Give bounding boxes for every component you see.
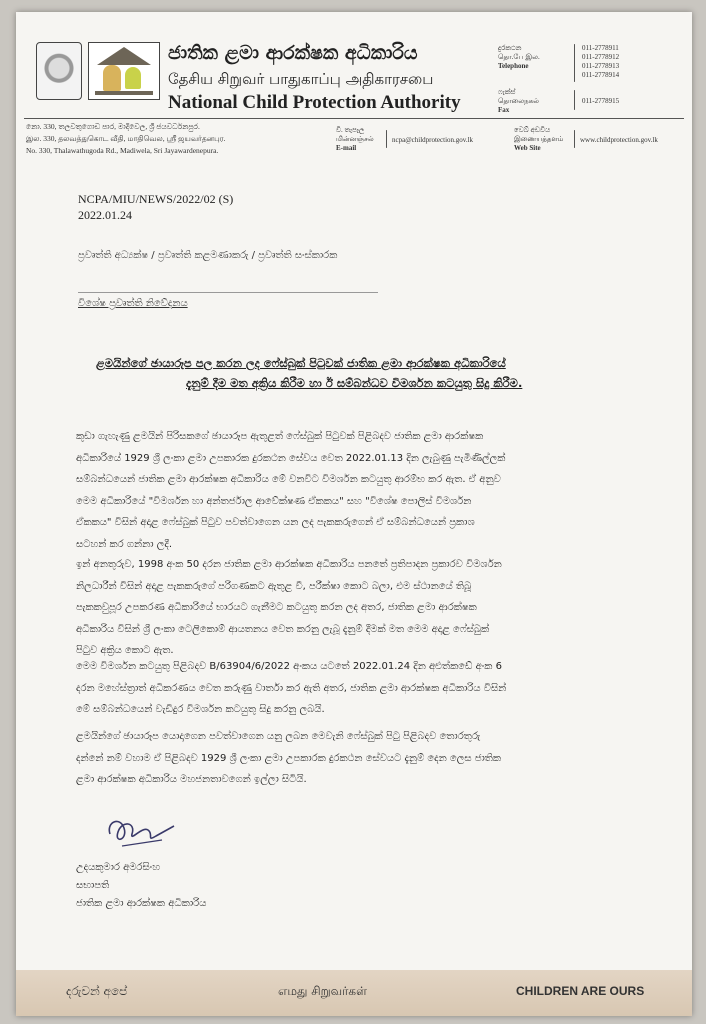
recipients-line: ප්‍රවෘත්ති අධ්‍යක්ෂ / ප්‍රවෘත්ති කළමණාකරු / ප්‍රවෘත්ති සංස්කාරක	[78, 250, 338, 261]
signatory-title: සභාපති	[76, 880, 110, 891]
fax-label: ෆැක්ස් தொலைநகல் Fax	[498, 88, 539, 114]
email-address: ncpa@childprotection.gov.lk	[392, 136, 474, 144]
letter-date: 2022.01.24	[78, 208, 132, 222]
heading-line-2: දැනුම් දීම මත අක්‍රිය කිරීම හා ඊ සම්බන්ධව විමර්ශන කටයුතු සිදු කිරීම.	[186, 376, 523, 390]
org-title-tamil: தேசிய சிறுவர் பாதுகாப்பு அதிகாரசபை	[168, 70, 434, 88]
address-sinhala: නො. 330, තලවතුගොඩ පාර, මාදිවෙල, ශ්‍රී ජයවර්ධනපුර.	[26, 122, 200, 131]
paragraph-4: ළමයින්ගේ ඡායාරූප යොදාගෙන පවත්වාගෙන යනු ලබන මෙවැනි ෆේස්බුක් පිටු පිළිබදව තොරතුරු දන්නේ නම් වහාම ඒ පිළිබදව 1929 ශ්‍රී ලංකා ළමා උපකාරක දුරකථන සේවයට දැනුම් දෙන ලෙස ජාතික ළමා ආරක්ෂක අධිකාරිය මහජනතාවගෙන් ඉල්ලා සිටියි.	[76, 731, 502, 785]
website-label: වෙබ් අඩවිය இணையத்தளம் Web Site	[514, 126, 564, 152]
handwritten-signature	[102, 812, 182, 852]
org-title-sinhala: ජාතික ළමා ආරක්ෂක අධිකාරිය	[168, 42, 418, 64]
footer-slogan-english: CHILDREN ARE OURS	[516, 984, 645, 998]
footer-slogan-tamil: எமது சிறுவர்கள்	[278, 984, 367, 998]
sri-lanka-emblem-icon	[36, 42, 82, 100]
telephone-numbers: 011-2778911 011-2778912 011-2778913 011-2778914	[582, 44, 620, 79]
footer-band	[16, 970, 692, 1016]
telephone-label: දුරකථන தொ.பே இல. Telephone	[498, 44, 540, 70]
org-title-english: National Child Protection Authority	[168, 92, 461, 113]
address-tamil: இல. 330, தலவத்துகொட வீதி, மாதிவெல, ஸ்ரீ ஜயவர்தனபுர.	[26, 134, 226, 143]
address-english: No. 330, Thalawathugoda Rd., Madiwela, Sri Jayawardenepura.	[26, 146, 219, 155]
paragraph-2: ඉන් අනතුරුව, 1998 අංක 50 දරන ජාතික ළමා ආරක්ෂක අධිකාරිය පනතේ ප්‍රතිපාදන ප්‍රකාරව විමර්ශන නිලධාරීන් විසින් අදාළ පැකකරුගේ පරිගණකට ඇතුළ වී, පරීක්ෂා කොට බලා, එම ස්ථානයේ තිබූ පැකකවුපූර උපකරණ අධිකාරියේ භාරයට ගැනීමට කටයුතු කරන ලද අතර, ජාතික ළමා ආරක්ෂක අධිකාරිය විසින් ශ්‍රී ලංකා ටෙලිකොම් ආයතනය වෙත කරනු ලැබූ දැනුම් දීමක් මත මෙම අදාළ ෆේස්බුක් පිටුව අක්‍රිය කොට ඇත.	[76, 559, 502, 656]
notice-label: විශේෂ ප්‍රවෘත්ති නිවේදනය	[78, 298, 188, 309]
email-label: වි. තැපෑල மின்னஞ்சல் E-mail	[336, 126, 374, 152]
heading-line-1: ළමයින්ගේ ඡායාරූප පල කරන ලද ෆේස්බුක් පිටුවක් ජාතික ළමා ආරක්ෂක අධිකාරියේ	[96, 356, 506, 370]
paragraph-1: කුඩා ගැහැණු ළමයින් පිරිසකගේ ඡායාරූප ඇතුළත් ෆේස්බුක් පිටුවක් පිළිබදව ජාතික ළමා ආරක්ෂක අධිකාරියේ 1929 ශ්‍රී ලංකා ළමා උපකාරක දුරකථන සේවය වෙත 2022.01.13 දින ලැබුණු පැමිණිල්ලක් සම්බන්ධයෙන් ජාතික ළමා ආරක්ෂක අධිකාරිය මේ වනවිට විමර්ශන කටයුතු ආරම්භ කර ඇත. ඒ අනුව මෙම අධිකාරියේ "විමර්ශන හා අන්තර්ජාල ආවේක්ෂණ ඒකකය" සහ "විශේෂ පොලිස් විමර්ශන ඒකකය" විසින් අදාළ ෆේස්බුක් පිටුව පවත්වාගෙන යන ලද පැකකරුගෙන් ඒ සම්බන්ධයෙන් ප්‍රකාශ සටහන් කර ගන්නා ලදී.	[76, 431, 506, 550]
reference-number: NCPA/MIU/NEWS/2022/02 (S)	[78, 192, 234, 206]
letter-page	[16, 12, 692, 1016]
ncpa-logo-icon	[88, 42, 160, 100]
website-url: www.childprotection.gov.lk	[580, 136, 658, 144]
signatory-organization: ජාතික ළමා ආරක්ෂක අධිකාරිය	[76, 898, 207, 909]
footer-slogan-sinhala: දරුවන් අපේ	[66, 984, 128, 998]
fax-number: 011-2778915	[582, 97, 620, 105]
paragraph-3: මෙම විමර්ශන කටයුතු පිළිබදව B/63904/6/2022 අංකය යටතේ 2022.01.24 දින අළුත්කඩේ අංක 6 දරන මහේස්ත්‍රාත් අධිකරණය වෙත කරුණු වාර්තා කර ඇති අතර, ජාතික ළමා ආරක්ෂක අධිකාරිය විසින් මේ සම්බන්ධයෙන් වැඩිදුර විමර්ශන කටයුතු සිදු කරනු ලබයි.	[76, 661, 507, 715]
signatory-name: උදයකුමාර අමරසිංහ	[76, 862, 161, 873]
